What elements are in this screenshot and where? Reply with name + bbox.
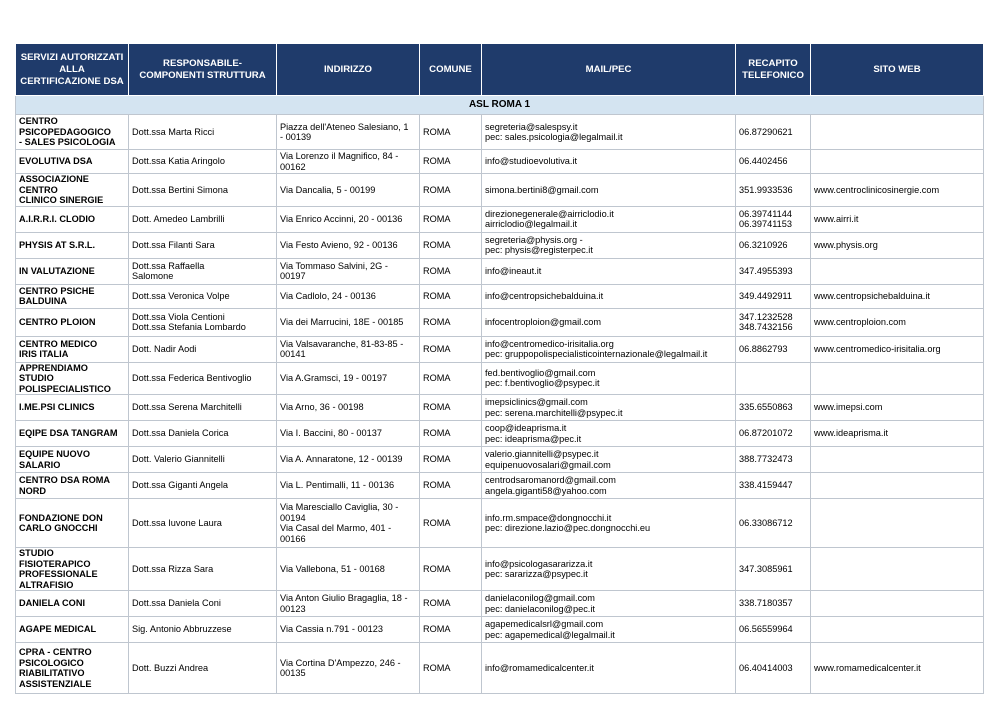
row-telefono: 351.9933536 — [736, 174, 811, 207]
row-telefono: 06.56559964 — [736, 617, 811, 643]
row-indirizzo: Via Enrico Accinni, 20 - 00136 — [277, 206, 420, 232]
row-telefono: 06.4402456 — [736, 150, 811, 174]
row-telefono: 347.1232528 348.7432156 — [736, 308, 811, 336]
row-indirizzo: Via Cadlolo, 24 - 00136 — [277, 284, 420, 308]
row-sito-web — [811, 591, 984, 617]
row-responsabile: Dott.ssa Marta Ricci — [129, 115, 277, 150]
row-comune: ROMA — [420, 284, 482, 308]
row-sito-web: www.airri.it — [811, 206, 984, 232]
row-responsabile: Dott.ssa Giganti Angela — [129, 473, 277, 499]
table-row — [16, 447, 984, 473]
row-mail-pec: direzionegenerale@airriclodio.it airriclodio@legalmail.it — [482, 206, 736, 232]
row-service-name: EVOLUTIVA DSA — [16, 150, 129, 174]
row-comune: ROMA — [420, 421, 482, 447]
row-telefono: 347.4955393 — [736, 258, 811, 284]
row-telefono: 388.7732473 — [736, 447, 811, 473]
row-sito-web: www.centropsichebalduina.it — [811, 284, 984, 308]
row-comune: ROMA — [420, 115, 482, 150]
row-service-name: FONDAZIONE DON CARLO GNOCCHI — [16, 499, 129, 548]
row-indirizzo: Via Cassia n.791 - 00123 — [277, 617, 420, 643]
table-row — [16, 473, 984, 499]
row-mail-pec: fed.bentivoglio@gmail.com pec: f.bentivoglio@psypec.it — [482, 362, 736, 395]
row-sito-web — [811, 499, 984, 548]
row-service-name: DANIELA CONI — [16, 591, 129, 617]
row-responsabile: Dott.ssa Filanti Sara — [129, 232, 277, 258]
row-mail-pec: danielaconilog@gmail.com pec: danielaconilog@pec.it — [482, 591, 736, 617]
table-row — [16, 115, 984, 150]
col-header-comune: COMUNE — [420, 44, 482, 96]
row-telefono: 06.87290621 — [736, 115, 811, 150]
col-header-indirizzo: INDIRIZZO — [277, 44, 420, 96]
row-telefono: 338.4159447 — [736, 473, 811, 499]
table-row — [16, 362, 984, 395]
table-row — [16, 395, 984, 421]
row-sito-web: www.centromedico-irisitalia.org — [811, 336, 984, 362]
row-responsabile: Dott.ssa Veronica Volpe — [129, 284, 277, 308]
table-row — [16, 232, 984, 258]
row-indirizzo: Via L. Pentimalli, 11 - 00136 — [277, 473, 420, 499]
row-mail-pec: info@psicologasararizza.it pec: sararizza@psypec.it — [482, 548, 736, 591]
row-mail-pec: segreteria@physis.org - pec: physis@registerpec.it — [482, 232, 736, 258]
row-responsabile: Dott.ssa Federica Bentivoglio — [129, 362, 277, 395]
row-telefono: 06.40414003 — [736, 643, 811, 694]
group-row-asl — [16, 96, 984, 115]
row-mail-pec: agapemedicalsrl@gmail.com pec: agapemedical@legalmail.it — [482, 617, 736, 643]
row-telefono: 06.33086712 — [736, 499, 811, 548]
row-mail-pec: segreteria@salespsy.it pec: sales.psicologia@legalmail.it — [482, 115, 736, 150]
row-sito-web — [811, 473, 984, 499]
col-header-mail-pec: MAIL/PEC — [482, 44, 736, 96]
row-service-name: APPRENDIAMO STUDIO POLISPECIALISTICO — [16, 362, 129, 395]
table-row — [16, 308, 984, 336]
row-comune: ROMA — [420, 617, 482, 643]
row-comune: ROMA — [420, 308, 482, 336]
row-service-name: A.I.R.R.I. CLODIO — [16, 206, 129, 232]
row-service-name: CENTRO DSA ROMA NORD — [16, 473, 129, 499]
table-row — [16, 499, 984, 548]
row-responsabile: Dott. Buzzi Andrea — [129, 643, 277, 694]
row-comune: ROMA — [420, 336, 482, 362]
row-service-name: CENTRO PSICOPEDAGOGICO - SALES PSICOLOGIA — [16, 115, 129, 150]
col-header-servizi: SERVIZI AUTORIZZATI ALLA CERTIFICAZIONE DSA — [16, 44, 129, 96]
row-comune: ROMA — [420, 206, 482, 232]
col-header-sito-web: SITO WEB — [811, 44, 984, 96]
row-service-name: CPRA - CENTRO PSICOLOGICO RIABILITATIVO ASSISTENZIALE — [16, 643, 129, 694]
row-telefono — [736, 362, 811, 395]
table-row — [16, 174, 984, 207]
row-comune: ROMA — [420, 174, 482, 207]
row-indirizzo: Via Dancalia, 5 - 00199 — [277, 174, 420, 207]
row-indirizzo: Via I. Baccini, 80 - 00137 — [277, 421, 420, 447]
row-responsabile: Dott. Nadir Aodi — [129, 336, 277, 362]
dsa-services-table — [15, 43, 984, 694]
row-sito-web — [811, 258, 984, 284]
row-mail-pec: centrodsaromanord@gmail.com angela.giganti58@yahoo.com — [482, 473, 736, 499]
row-comune: ROMA — [420, 499, 482, 548]
row-telefono: 347.3085961 — [736, 548, 811, 591]
row-telefono: 335.6550863 — [736, 395, 811, 421]
row-sito-web — [811, 115, 984, 150]
row-sito-web: www.romamedicalcenter.it — [811, 643, 984, 694]
row-indirizzo: Via Festo Avieno, 92 - 00136 — [277, 232, 420, 258]
row-indirizzo: Via Cortina D'Ampezzo, 246 - 00135 — [277, 643, 420, 694]
row-indirizzo: Via A. Annaratone, 12 - 00139 — [277, 447, 420, 473]
col-header-responsabile: RESPONSABILE- COMPONENTI STRUTTURA — [129, 44, 277, 96]
row-sito-web: www.physis.org — [811, 232, 984, 258]
table-row — [16, 643, 984, 694]
row-indirizzo: Via Valsavaranche, 81-83-85 - 00141 — [277, 336, 420, 362]
row-responsabile: Sig. Antonio Abbruzzese — [129, 617, 277, 643]
row-responsabile: Dott.ssa Daniela Coni — [129, 591, 277, 617]
row-mail-pec: info@centromedico-irisitalia.org pec: gruppopolispecialisticointernazionale@legalmail.it — [482, 336, 736, 362]
row-responsabile: Dott.ssa Serena Marchitelli — [129, 395, 277, 421]
row-indirizzo: Via Lorenzo il Magnifico, 84 - 00162 — [277, 150, 420, 174]
row-mail-pec: info@studioevolutiva.it — [482, 150, 736, 174]
row-indirizzo: Via dei Marrucini, 18E - 00185 — [277, 308, 420, 336]
row-sito-web — [811, 362, 984, 395]
row-indirizzo: Via Anton Giulio Bragaglia, 18 - 00123 — [277, 591, 420, 617]
row-mail-pec: imepsiclinics@gmail.com pec: serena.marchitelli@psypec.it — [482, 395, 736, 421]
row-mail-pec: valerio.giannitelli@psypec.it equipenuovosalari@gmail.com — [482, 447, 736, 473]
row-mail-pec: infocentroploion@gmail.com — [482, 308, 736, 336]
row-mail-pec: coop@ideaprisma.it pec: ideaprisma@pec.it — [482, 421, 736, 447]
col-header-recapito: RECAPITO TELEFONICO — [736, 44, 811, 96]
group-label: ASL ROMA 1 — [16, 96, 984, 115]
row-telefono: 338.7180357 — [736, 591, 811, 617]
table-row — [16, 591, 984, 617]
row-responsabile: Dott.ssa Bertini Simona — [129, 174, 277, 207]
table-row — [16, 284, 984, 308]
row-sito-web: www.centroclinicosinergie.com — [811, 174, 984, 207]
row-responsabile: Dott.ssa Raffaella Salomone — [129, 258, 277, 284]
row-responsabile: Dott.ssa Iuvone Laura — [129, 499, 277, 548]
row-comune: ROMA — [420, 150, 482, 174]
row-sito-web — [811, 447, 984, 473]
row-sito-web — [811, 617, 984, 643]
row-comune: ROMA — [420, 447, 482, 473]
row-service-name: IN VALUTAZIONE — [16, 258, 129, 284]
row-mail-pec: info.rm.smpace@dongnocchi.it pec: direzione.lazio@pec.dongnocchi.eu — [482, 499, 736, 548]
row-indirizzo: Via Maresciallo Caviglia, 30 - 00194 Via Casal del Marmo, 401 - 00166 — [277, 499, 420, 548]
table-row — [16, 206, 984, 232]
row-telefono: 349.4492911 — [736, 284, 811, 308]
row-responsabile: Dott.ssa Viola Centioni Dott.ssa Stefania Lombardo — [129, 308, 277, 336]
row-service-name: EQUIPE NUOVO SALARIO — [16, 447, 129, 473]
row-telefono: 06.3210926 — [736, 232, 811, 258]
row-mail-pec: info@ineaut.it — [482, 258, 736, 284]
row-service-name: STUDIO FISIOTERAPICO PROFESSIONALE ALTRAFISIO — [16, 548, 129, 591]
table-row — [16, 617, 984, 643]
row-service-name: PHYSIS AT S.R.L. — [16, 232, 129, 258]
row-indirizzo: Piazza dell'Ateneo Salesiano, 1 - 00139 — [277, 115, 420, 150]
row-responsabile: Dott.ssa Daniela Corica — [129, 421, 277, 447]
table-row — [16, 548, 984, 591]
row-sito-web — [811, 150, 984, 174]
row-comune: ROMA — [420, 362, 482, 395]
table-row — [16, 150, 984, 174]
row-comune: ROMA — [420, 395, 482, 421]
row-responsabile: Dott.ssa Rizza Sara — [129, 548, 277, 591]
row-sito-web — [811, 548, 984, 591]
header-row — [16, 44, 984, 96]
row-telefono: 06.8862793 — [736, 336, 811, 362]
row-telefono: 06.39741144 06.39741153 — [736, 206, 811, 232]
row-responsabile: Dott.ssa Katia Aringolo — [129, 150, 277, 174]
row-responsabile: Dott. Valerio Giannitelli — [129, 447, 277, 473]
row-indirizzo: Via A.Gramsci, 19 - 00197 — [277, 362, 420, 395]
row-comune: ROMA — [420, 473, 482, 499]
row-service-name: AGAPE MEDICAL — [16, 617, 129, 643]
row-indirizzo: Via Arno, 36 - 00198 — [277, 395, 420, 421]
row-service-name: ASSOCIAZIONE CENTRO CLINICO SINERGIE — [16, 174, 129, 207]
table-row — [16, 336, 984, 362]
row-service-name: CENTRO PLOION — [16, 308, 129, 336]
row-service-name: I.ME.PSI CLINICS — [16, 395, 129, 421]
row-service-name: EQIPE DSA TANGRAM — [16, 421, 129, 447]
table-row — [16, 258, 984, 284]
row-comune: ROMA — [420, 258, 482, 284]
row-comune: ROMA — [420, 591, 482, 617]
row-indirizzo: Via Vallebona, 51 - 00168 — [277, 548, 420, 591]
row-indirizzo: Via Tommaso Salvini, 2G - 00197 — [277, 258, 420, 284]
row-service-name: CENTRO PSICHE BALDUINA — [16, 284, 129, 308]
row-comune: ROMA — [420, 643, 482, 694]
row-mail-pec: simona.bertini8@gmail.com — [482, 174, 736, 207]
row-telefono: 06.87201072 — [736, 421, 811, 447]
row-service-name: CENTRO MEDICO IRIS ITALIA — [16, 336, 129, 362]
row-mail-pec: info@romamedicalcenter.it — [482, 643, 736, 694]
row-mail-pec: info@centropsichebalduina.it — [482, 284, 736, 308]
row-comune: ROMA — [420, 548, 482, 591]
row-responsabile: Dott. Amedeo Lambrilli — [129, 206, 277, 232]
row-sito-web: www.imepsi.com — [811, 395, 984, 421]
table-row — [16, 421, 984, 447]
row-comune: ROMA — [420, 232, 482, 258]
row-sito-web: www.ideaprisma.it — [811, 421, 984, 447]
row-sito-web: www.centroploion.com — [811, 308, 984, 336]
